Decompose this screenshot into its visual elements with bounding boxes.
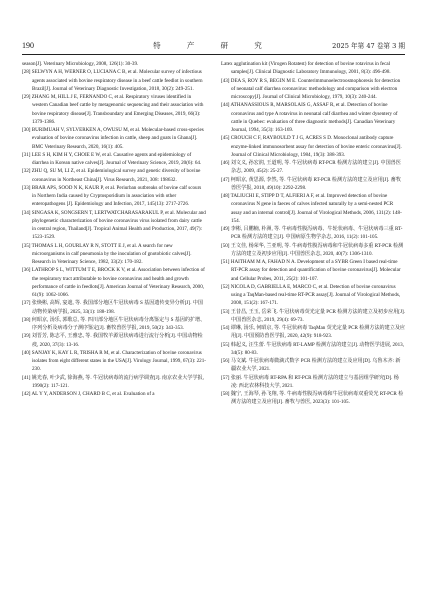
reference-entry: [50] 王文佳, 杨荣华, 兰亚明, 等. 牛病毒性腹泻病毒和牛冠状病毒多重 RT-PCR 检测方法的建立及初步应用[J]. 中国兽医杂志, 2020, 40(7): 1306-1310. (221, 242, 404, 257)
reference-entry: [57] 张丽. 牛冠状病毒 RT-RPA 和 RT-PCR 检测方法的建立与基因组学研究[D]. 杨凌: 西北农林科技大学, 2021. (221, 374, 399, 389)
reference-column-left (22, 60, 206, 398)
reference-entry: [52] NICOLA D, GABRIELLA E, MARCO C, et al. Detection of bovine coronavirus using a TaqMan-based real-time RT-PCR assay[J]. Journal of Virological Methods, 2008, 151(2): 167-171. (221, 283, 401, 307)
reference-entry: [32] ZHU Q, SU M, LI Z, et al. Epidemiological survey and genetic diversity of bovine coronavirus in Northeast China[J]. Virus Research, 2021, 308: 198632. (22, 168, 201, 183)
running-header (22, 40, 405, 55)
reference-entry: [56] 马文斌. 牛冠状病毒微滴式数字 PCR 检测方法的建立及应用[D]. 乌鲁木齐: 新疆农业大学, 2021. (221, 358, 401, 373)
reference-entry: [48] TALIUCHI E, STIPP D T, ALFIERI A F, et al. Improved detection of bovine coronavirus N gene in faeces of calves infected naturally by a semi-nested PCR assay and an internal control[J]. Journal of Virological Methods, 2006, 131(2): 148-154. (221, 193, 402, 224)
reference-column-right (221, 60, 405, 407)
journal-title: 特 产 研 究 (153, 41, 274, 50)
reference-entry: [53] 王昔昌, 王玉, 岳荣飞. 牛冠状病毒荧光定量 PCR 检测方法的建立及初步应用[J]. 中国兽医杂志, 2019, 29(4): 69-73. (221, 308, 405, 323)
reference-entry: [44] ATHANASSIOUS R, MARSOLAIS G, ASSAF R, et al. Detection of bovine coronavirus and type A rotavirus in neonatal calf diarrhea and winter dysentery of cattle in Quebec: evaluation of three diagnostic methods[J]. Canadian Veterinary Journal, 1994, 35(3): 163-169. (221, 102, 398, 133)
reference-entry: [33] BRAR APS, SOOD N K, KAUR P, et al. Periurban outbreaks of bovine calf scours in Northern India caused by Cryptosporidium in association with other enteropathogens [J]. Epidemiology and Infection, 2017, 145(13): 2717-2726. (22, 184, 202, 208)
reference-entry: [35] THOMAS L H, GOURLAY R N, STOTT E J, et al. A search for new microorganisms in calf pneumonia by the inoculation of gnotobiotic calves[J]. Research in Veterinary Science, 1982, 33(2): 170-182. (22, 242, 192, 265)
reference-entry: [54] 谭琳, 汤乐, 何昭京, 等. 牛冠状病毒 TaqMan 荧光定量 PCR 检测方法的建立及应用[J]. 中国预防兽医学报, 2020, 42(9): 918-923. (221, 325, 406, 340)
reference-entry: [29] ZHANG M, HILL J E, FERNANDO C, et al. Respiratory viruses identified in western Canadian beef cattle by metagenomic sequencing and their association with bovine respiratory disease[J]. Transboundary and Emerging Diseases, 2019, 66(3): 1379-1386. (22, 94, 204, 125)
reference-entry: [28] SELWYN A H, WERNER O, LUCIANA C B, et al. Molecular survey of infectious agents associated with bovine respiratory disease in a beef cattle feedlot in southern Brazil[J]. Journal of Veterinary Diagnostic Investigation, 2018, 30(2): 249-251. (22, 69, 203, 92)
reference-entry: [55] 韩起义, 汪生蕾. 牛冠状病毒 RT-LAMP 检测方法的建立[J]. 动物医学进展, 2013, 34(5): 80-83. (221, 341, 404, 356)
reference-entry: [37] 张焕彬, 高辉, 宴遮, 等. 我国部分地区牛冠状病毒 S 基因遗传变异分析[J]. 中国动物传染病学报, 2025, 33(1): 188-198. (22, 300, 203, 315)
reference-entry: [45] CROUCH C F, RAYBOULD T J G, ACRES S D. Monoclonal antibody capture enzyme-linked immunosorbent assay for detection of bovine enteric coronavirus[J]. Journal of Clinical Microbiology, 1984, 19(3): 388-393. (221, 135, 402, 158)
reference-entry: [36] LATHROP S L, WITTUM T E, BROCK K V, et al. Association between infection of the respiratory tract attributable to bovine coronavirus and health and growth performance of cattle in feedlots[J]. American Journal of Veterinary Research, 2000, 61(9): 1062-1066. (22, 267, 205, 298)
reference-entry: [49] 李彬, 吕鹏楠, 朴洲, 等. 牛病毒性腹泻病毒、牛轮状病毒、牛冠状病毒三重 RT-PCR 检测方法的建立[J]. 中国病原生物学杂志, 2016, 11(2): 101-105. (221, 226, 403, 241)
reference-entry: [30] BURIMUAH V, SYLVERKEN A, OWUSU M, et al. Molecular-based cross-species evaluation of bovine coronavirus infection in cattle, sheep and goats in Ghana[J]. BMC Veterinary Research, 2020, 16(1): 405. (22, 127, 204, 150)
reference-entry: [47] 柯昭京, 黄思源, 李然, 等. 牛冠状病毒 RT-PCR 检测方法的建立及应用[J]. 畜牧兽医学报, 2018, 49(10): 2292-2298. (221, 176, 401, 191)
reference-entry: [39] 刘晋芳, 陈志平, 王雅忠, 等. 我国牧羊源冠状病毒进行流行分析[J]. 中国动物检疫, 2020, 37(3): 13-16. (22, 333, 203, 348)
reference-entry: [34] SINGASA K, SONGSERN T, LERTWATCHARASARAKUL P, et al. Molecular and phylogenetic characterization of bovine coronavirus virus isolated from dairy cattle in central region, Thailand[J]. Tropical Animal Health and Production, 2017, 49(7): 1523-1529. (22, 209, 206, 241)
reference-entry: [51] HAITHAM M A, FAHAD N A. Development of a SYBR Green I based real-time RT-PCR assay for detection and quantification of bovine coronavirus[J]. Molecular and Cellular Probes, 2011, 25(2): 101-107. (221, 259, 401, 282)
reference-entry: [38] 何昭京, 汤乐, 郭歌总, 等. 四川部分地区牛冠状病毒分离鉴定与 S 基因的扩增、序列分析及病毒分子测序鉴定[J]. 畜牧兽医学报, 2019, 50(2): 343-353. (22, 316, 206, 331)
reference-entry: [31] LEE S H, KIM H Y, CHOIE E W, et al. Causative agents and epidemiology of diarrhea in Korean native calves[J]. Journal of Veterinary Science, 2019, 20(6): 64. (22, 151, 202, 166)
reference-entry: [41] 姚光春, 叶少武, 徐海燕, 等. 牛冠状病毒的流行病学调查[J]. 南京农业大学学报, 1990(2): 117-121. (22, 374, 204, 389)
reference-entry: season[J]. Veterinary Microbiology, 2008, 126(1): 30-39. (22, 61, 139, 67)
reference-entry: [43] DEA S, ROY R S, BEGIN M E. Counterimmunoelectroosmophoresis for detection of neonatal calf diarrhea coronavirus: methodology and comparison with electron microscopy[J]. Journal of Clinical Microbiology, 1979, 10(3): 240-244. (221, 77, 401, 100)
page-number: 190 (22, 41, 34, 50)
reference-entry: [42] AL Y Y, ANDERSON J, CHARD B C, et al. Evaluation of a (22, 391, 155, 397)
reference-entry: [46] 刘文义, 孙宏润, 王道明, 等. 牛冠状病毒 RT-PCR 检测方法的建立[J]. 中国兽医杂志, 2009, 45(2): 25-27. (221, 160, 401, 175)
reference-entry: [40] SANJAY K, KAY L R, TRISHA R M, et al. Characterization of bovine coronavirus isolates from eight different states in the USA[J]. Virology Journal, 1999, 67(3): 221-230. (22, 349, 206, 373)
reference-entry: [58] 魏宁, 王海琴, 孙飞翔, 等. 牛病毒性腹泻病毒和牛冠状病毒双重荧光 RT-PCR 检测方法的建立及应用[J]. 畜牧与兽医, 2023(3): 101-105. (221, 391, 404, 406)
issue-info: 2025 年第 47 卷第 3 期 (332, 42, 405, 50)
reference-entry: Latex agglutination kit (Virogen Rotatest) for detection of bovine rotavirus in fecal samples[J]. Clinical Diagnostic Laboratory Immunology, 2001, 8(3): 496-498. (221, 61, 391, 76)
